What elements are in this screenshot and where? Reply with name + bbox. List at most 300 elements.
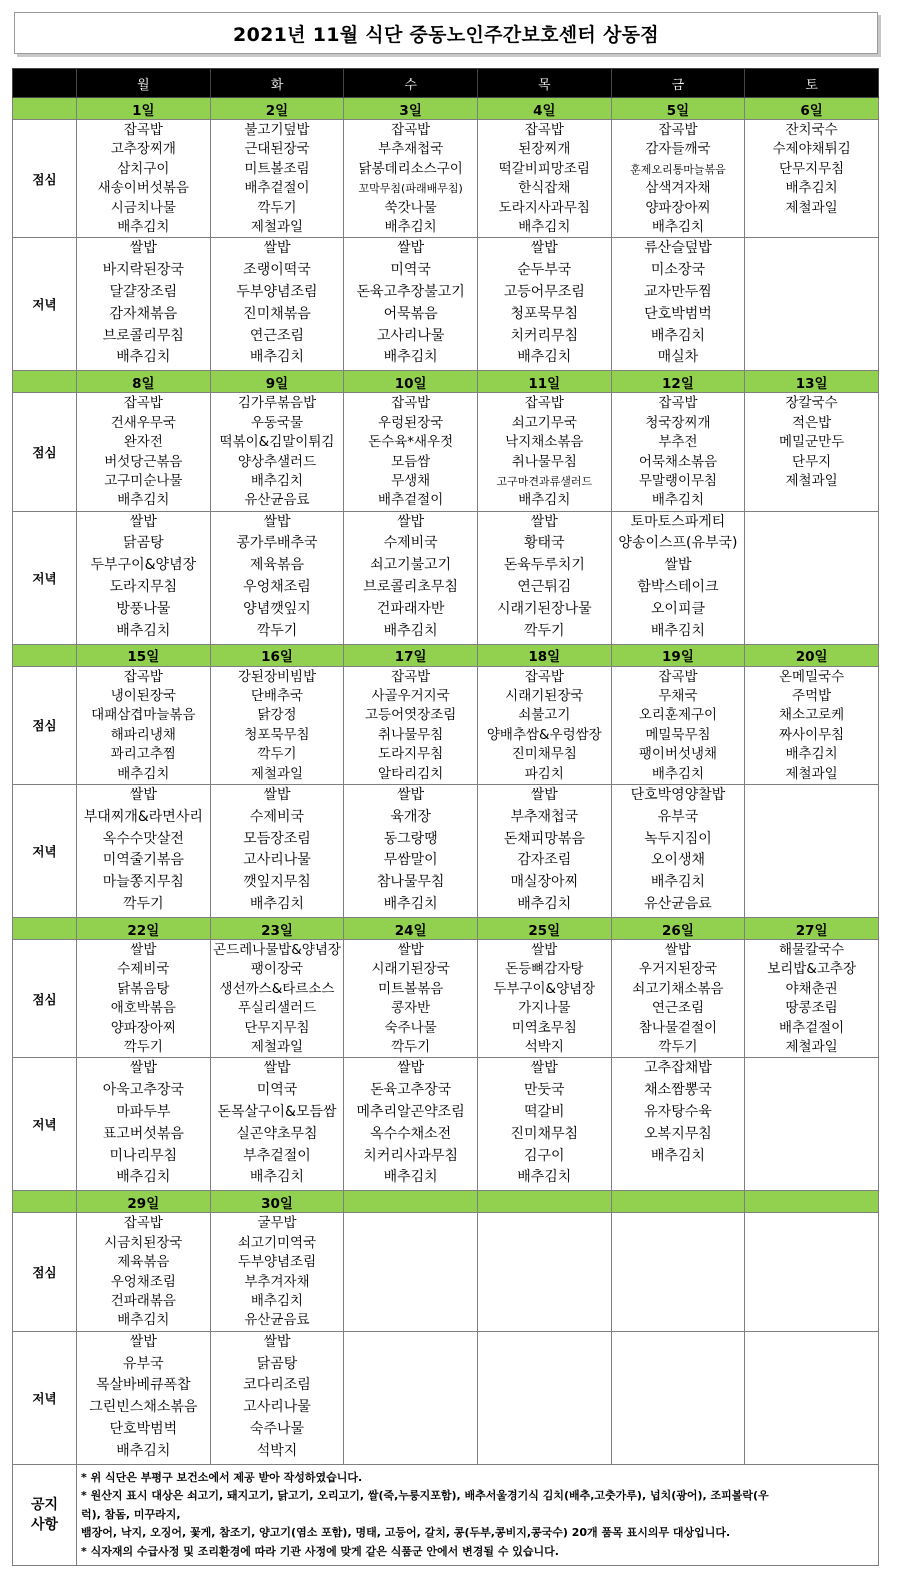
menu-item: 단호박범벅 <box>644 305 712 322</box>
lunch-label: 점심 <box>13 393 77 511</box>
menu-item: 유부국 <box>123 1355 164 1372</box>
date-row <box>13 644 879 666</box>
lunch-row <box>13 393 879 511</box>
lunch-cell <box>611 120 745 238</box>
menu-item: 오복지무침 <box>644 1125 712 1142</box>
lunch-cell <box>344 666 478 784</box>
lunch-cell <box>477 1213 611 1331</box>
date-row-blank <box>13 371 77 393</box>
dinner-cell <box>745 785 879 918</box>
lunch-cell <box>745 940 879 1058</box>
menu-item: 고구미순나물 <box>104 472 183 489</box>
menu-item: 깍두기 <box>257 746 297 763</box>
menu-item: 알타리김치 <box>378 765 444 782</box>
menu-item: 제철과일 <box>785 1038 838 1055</box>
menu-item: 배추김치 <box>383 1169 438 1186</box>
menu-item: 쌀밥 <box>129 1060 157 1077</box>
menu-item: 숙주나물 <box>249 1420 305 1437</box>
weekday-header: 수 <box>344 69 478 98</box>
weekday-header: 월 <box>77 69 211 98</box>
menu-item: 땅콩조림 <box>785 1000 838 1017</box>
menu-item: 깍두기 <box>123 896 164 913</box>
menu-item: 미나리무침 <box>109 1147 178 1164</box>
menu-item: 꼬막무침(파래배무침) <box>358 182 463 196</box>
menu-item: 수제비국 <box>383 535 438 552</box>
lunch-cell <box>210 393 344 511</box>
menu-item: 장칼국수 <box>785 395 838 412</box>
menu-item: 도라지무침 <box>109 579 178 596</box>
menu-item: 돈채피망볶음 <box>503 830 585 847</box>
menu-item: 달걀장조림 <box>109 283 178 300</box>
menu-item: 배추김치 <box>383 896 438 913</box>
menu-item: 잡곡밥 <box>123 395 163 412</box>
lunch-cell <box>77 666 211 784</box>
dinner-label: 저녁 <box>13 785 77 918</box>
menu-item: 두부양념조림 <box>236 283 318 300</box>
lunch-cell <box>477 393 611 511</box>
menu-item: 오이피클 <box>650 600 705 617</box>
menu-item: 김가루볶음밥 <box>237 395 317 412</box>
date-cell: 20일 <box>745 644 879 666</box>
menu-item: 부추전 <box>658 434 698 451</box>
menu-item: 콩자반 <box>391 1000 431 1017</box>
menu-item: 배추김치 <box>117 765 170 782</box>
notice-line: 럭), 참돔, 미꾸라지, <box>81 1507 181 1521</box>
dinner-row <box>13 785 879 918</box>
date-cell: 22일 <box>77 918 211 940</box>
menu-item: 쌀밥 <box>263 787 291 804</box>
menu-item: 낙지채소볶음 <box>505 434 584 451</box>
dinner-cell <box>210 1331 344 1464</box>
menu-item: 옥수수채소전 <box>370 1125 452 1142</box>
menu-item: 마파두부 <box>116 1103 171 1120</box>
date-cell: 16일 <box>210 644 344 666</box>
menu-item: 취나물무침 <box>378 726 444 743</box>
menu-item: 닭봉데리소스구이 <box>358 160 463 177</box>
menu-item: 감자조림 <box>517 852 572 869</box>
menu-item: 표고버섯볶음 <box>102 1125 184 1142</box>
menu-item: 깍두기 <box>257 199 297 216</box>
weekday-header: 금 <box>611 69 745 98</box>
menu-item: 배추김치 <box>117 492 170 509</box>
menu-item: 제육볶음 <box>117 1254 170 1271</box>
menu-item: 건파래볶음 <box>110 1292 176 1309</box>
menu-item: 콩가루배추국 <box>236 535 318 552</box>
menu-item: 제철과일 <box>785 199 838 216</box>
menu-item: 미역국 <box>390 262 431 279</box>
menu-item: 배추김치 <box>384 218 437 235</box>
menu-item: 제철과일 <box>250 218 304 235</box>
menu-item: 고등어무조림 <box>503 283 585 300</box>
date-cell: 3일 <box>344 98 478 120</box>
menu-item: 매실차 <box>657 349 699 366</box>
lunch-cell <box>611 666 745 784</box>
menu-item: 연근조림 <box>651 1000 705 1017</box>
date-cell: 5일 <box>611 98 745 120</box>
menu-item: 석박지 <box>256 1442 298 1459</box>
dinner-cell <box>210 1058 344 1191</box>
menu-item: 미역국 <box>256 1082 298 1099</box>
date-cell: 17일 <box>344 644 478 666</box>
menu-item: 녹두지짐이 <box>644 830 712 847</box>
dinner-cell <box>477 511 611 644</box>
menu-item: 미트볼볶음 <box>378 980 444 997</box>
menu-item: 양상추샐러드 <box>237 453 317 470</box>
menu-item: 유부국 <box>657 808 699 825</box>
menu-item: 잡곡밥 <box>524 668 564 685</box>
dinner-label: 저녁 <box>13 1331 77 1464</box>
menu-item: 연근튀김 <box>517 579 572 596</box>
dinner-cell <box>344 238 478 371</box>
menu-item: 쌀밥 <box>397 240 425 257</box>
menu-item: 잔치국수 <box>785 122 838 138</box>
dinner-cell <box>344 1058 478 1191</box>
date-row-blank <box>13 1191 77 1213</box>
menu-item: 잡곡밥 <box>524 395 564 412</box>
menu-item: 부추재첩국 <box>510 808 579 825</box>
menu-item: 류산슬덮밥 <box>644 240 712 257</box>
menu-item: 곤드레나물밥&양념장 <box>213 942 341 959</box>
menu-item: 보리밥&고추장 <box>767 961 856 978</box>
menu-item: 미역초무침 <box>511 1019 577 1036</box>
menu-item: 쌀밥 <box>129 787 157 804</box>
lunch-cell <box>344 940 478 1058</box>
menu-item: 모듬쌈 <box>391 453 431 470</box>
lunch-label: 점심 <box>13 940 77 1058</box>
menu-item: 배추김치 <box>116 622 171 639</box>
lunch-cell <box>77 1213 211 1331</box>
menu-item: 시금치나물 <box>110 199 176 216</box>
lunch-cell <box>77 120 211 238</box>
menu-item: 우엉채조림 <box>243 579 311 596</box>
menu-item: 오리훈제구이 <box>638 707 718 724</box>
menu-item: 떡갈비피망조림 <box>498 160 590 177</box>
menu-item: 배추김치 <box>117 1312 170 1329</box>
menu-item: 배추김치 <box>651 492 705 509</box>
menu-item: 제철과일 <box>250 1038 304 1055</box>
weekday-header: 토 <box>745 69 879 98</box>
menu-item: 참나물겉절이 <box>638 1019 718 1036</box>
menu-item: 돈육두루치기 <box>503 557 585 574</box>
menu-item: 쌀밥 <box>530 787 558 804</box>
menu-item: 석박지 <box>524 1038 564 1055</box>
page-title: 2021년 11월 식단 중동노인주간보호센터 상동점 <box>14 12 878 54</box>
menu-item: 깍두기 <box>391 1038 431 1055</box>
dinner-row <box>13 238 879 371</box>
menu-item: 잡곡밥 <box>123 668 163 685</box>
menu-item: 김구이 <box>524 1147 565 1164</box>
date-cell <box>745 1191 879 1213</box>
menu-item: 근대된장국 <box>244 141 310 158</box>
menu-item: 무말랭이무침 <box>638 472 718 489</box>
lunch-row <box>13 120 879 238</box>
dinner-cell <box>745 1331 879 1464</box>
menu-item: 닭곰탕 <box>256 1355 298 1372</box>
menu-item: 제철과일 <box>250 765 304 782</box>
menu-item: 토마토스파게티 <box>630 513 726 530</box>
date-cell: 15일 <box>77 644 211 666</box>
menu-item: 쌀밥 <box>129 240 157 257</box>
menu-item: 배추김치 <box>650 622 705 639</box>
menu-item: 두부구이&양념장 <box>493 980 596 997</box>
lunch-cell <box>477 120 611 238</box>
menu-item: 취나물무침 <box>511 453 577 470</box>
menu-item: 미소장국 <box>650 262 705 279</box>
menu-item: 제철과일 <box>785 765 838 782</box>
menu-item: 단무지무침 <box>779 160 845 177</box>
menu-item: 잡곡밥 <box>391 395 431 412</box>
menu-item: 쌀밥 <box>263 513 291 530</box>
date-cell: 6일 <box>745 98 879 120</box>
menu-item: 순두부국 <box>517 262 572 279</box>
menu-item: 청포묵무침 <box>510 305 579 322</box>
date-row-blank <box>13 644 77 666</box>
menu-item: 건새우무국 <box>110 414 176 431</box>
menu-item: 단호박범벅 <box>109 1420 178 1437</box>
menu-item: 두부양념조림 <box>237 1254 317 1271</box>
date-row <box>13 371 879 393</box>
lunch-cell <box>344 1213 478 1331</box>
date-row <box>13 98 879 120</box>
menu-item: 치커리사과무침 <box>363 1147 458 1164</box>
lunch-cell <box>477 666 611 784</box>
lunch-cell <box>477 940 611 1058</box>
menu-item: 버섯당근볶음 <box>104 453 183 470</box>
lunch-row <box>13 1213 879 1331</box>
menu-item: 쌀밥 <box>263 1333 291 1350</box>
menu-item: 고사리나물 <box>376 327 445 344</box>
dinner-cell <box>210 785 344 918</box>
menu-item: 만둣국 <box>524 1082 565 1099</box>
dinner-cell <box>611 785 745 918</box>
notice-line: * 위 식단은 부평구 보건소에서 제공 받아 작성하였습니다. <box>81 1470 363 1484</box>
menu-item: 배추김치 <box>116 349 171 366</box>
menu-item: 쌀밥 <box>263 1060 291 1077</box>
lunch-cell <box>745 666 879 784</box>
date-cell: 18일 <box>477 644 611 666</box>
menu-item: 쌀밥 <box>263 240 291 257</box>
menu-item: 쌀밥 <box>664 557 692 574</box>
menu-item: 잡곡밥 <box>658 668 698 685</box>
date-row-blank <box>13 98 77 120</box>
menu-item: 연근조림 <box>249 327 305 344</box>
lunch-cell <box>77 940 211 1058</box>
menu-item: 방풍나물 <box>116 600 171 617</box>
weekday-header-row <box>13 69 879 98</box>
date-cell: 25일 <box>477 918 611 940</box>
lunch-label: 점심 <box>13 666 77 784</box>
menu-item: 양파장아찌 <box>645 199 711 216</box>
menu-item: 팽이장국 <box>250 961 304 978</box>
menu-item: 우동국물 <box>250 414 304 431</box>
lunch-cell <box>210 940 344 1058</box>
dinner-cell <box>77 511 211 644</box>
menu-item: 육개장 <box>390 808 431 825</box>
menu-item: 배추김치 <box>116 1442 171 1459</box>
menu-item: 닭강정 <box>257 707 297 724</box>
menu-item: 깍두기 <box>524 622 565 639</box>
menu-item: 배추김치 <box>116 1169 171 1186</box>
menu-item: 쌀밥 <box>397 1060 425 1077</box>
menu-item: 한식잡채 <box>518 180 571 197</box>
menu-item: 쌀밥 <box>397 513 425 530</box>
menu-item: 배추김치 <box>650 327 705 344</box>
menu-item: 배추김치 <box>785 180 838 197</box>
menu-item: 배추김치 <box>250 1292 304 1309</box>
date-cell: 29일 <box>77 1191 211 1213</box>
menu-item: 야채춘권 <box>785 980 838 997</box>
menu-item: 돈육고추장국 <box>370 1082 452 1099</box>
menu-item: 고사리나물 <box>243 1399 311 1416</box>
dinner-cell <box>745 1058 879 1191</box>
dinner-cell <box>477 1058 611 1191</box>
menu-item: 시금치된장국 <box>104 1234 183 1251</box>
notice-line: 뱀장어, 낙지, 오징어, 꽃게, 참조기, 양고기(염소 포함), 명태, 고등어, 갈치, 콩(두부,콩비지,콩국수) 20개 품목 표시의무 대상입니다. <box>81 1526 731 1540</box>
menu-item: 어묵채소볶음 <box>638 453 718 470</box>
menu-item: 팽이버섯냉채 <box>638 746 718 763</box>
menu-item: 파김치 <box>524 765 564 782</box>
notice-line: * 원산지 표시 대상은 쇠고기, 돼지고기, 닭고기, 오리고기, 쌀(죽,누룽지포함), 배추서울경기식 김치(배추,고춧가루), 넙치(광어), 조피볼락(우 <box>81 1489 769 1503</box>
menu-item: 깍두기 <box>256 622 298 639</box>
lunch-cell <box>210 666 344 784</box>
menu-item: 청포묵무침 <box>244 726 310 743</box>
menu-item: 교자만두찜 <box>644 283 712 300</box>
menu-item: 치커리무침 <box>510 327 579 344</box>
menu-item: 우거지된장국 <box>638 961 718 978</box>
menu-item: 브로콜리초무침 <box>363 579 458 596</box>
menu-item: 돈육고추장불고기 <box>356 283 465 300</box>
lunch-label: 점심 <box>13 1213 77 1331</box>
menu-item: 시래기된장나물 <box>496 600 592 617</box>
menu-item: 꽈리고추찜 <box>110 746 176 763</box>
menu-item: 가지나물 <box>518 1000 571 1017</box>
menu-item: 배추김치 <box>517 1169 572 1186</box>
menu-item: 청국장찌개 <box>645 414 711 431</box>
dinner-cell <box>611 1331 745 1464</box>
dinner-cell <box>210 511 344 644</box>
menu-item: 굴무밥 <box>257 1215 297 1232</box>
menu-item: 쌀밥 <box>530 1060 558 1077</box>
menu-item: 닭곰탕 <box>123 535 164 552</box>
menu-item: 쇠고기무국 <box>511 414 577 431</box>
menu-item: 짜사이무침 <box>779 726 845 743</box>
menu-item: 유산균음료 <box>644 896 712 913</box>
menu-item: 단호박영양찰밥 <box>630 787 726 804</box>
dinner-label: 저녁 <box>13 238 77 371</box>
menu-item: 고추장찌개 <box>110 141 176 158</box>
dinner-label: 저녁 <box>13 1058 77 1191</box>
menu-item: 수제야채튀김 <box>772 141 851 158</box>
menu-item: 고추잡채밥 <box>644 1060 712 1077</box>
menu-item: 모듬장조림 <box>243 830 311 847</box>
dinner-cell <box>745 238 879 371</box>
menu-item: 쌀밥 <box>530 513 558 530</box>
lunch-row <box>13 666 879 784</box>
menu-item: 배추김치 <box>249 1169 305 1186</box>
menu-item: 어묵볶음 <box>383 305 438 322</box>
lunch-cell <box>344 120 478 238</box>
menu-item: 바지락된장국 <box>102 262 184 279</box>
menu-item: 쌀밥 <box>531 942 558 959</box>
dinner-cell <box>611 1058 745 1191</box>
menu-item: 완자전 <box>123 434 163 451</box>
menu-item: 우렁된장국 <box>378 414 444 431</box>
menu-item: 잡곡밥 <box>123 1215 163 1232</box>
menu-item: 숙주나물 <box>384 1019 437 1036</box>
menu-item: 감자들깨국 <box>645 141 711 158</box>
menu-item: 고사리나물 <box>243 852 311 869</box>
date-cell: 8일 <box>77 371 211 393</box>
date-cell: 24일 <box>344 918 478 940</box>
menu-item: 미트볼조림 <box>244 160 310 177</box>
lunch-cell <box>611 393 745 511</box>
dinner-cell <box>477 1331 611 1464</box>
dinner-cell <box>745 511 879 644</box>
menu-item: 애호박볶음 <box>110 1000 176 1017</box>
menu-item: 진미채무침 <box>510 1125 579 1142</box>
dinner-cell <box>77 1058 211 1191</box>
menu-item: 적은밥 <box>792 414 832 431</box>
date-cell: 19일 <box>611 644 745 666</box>
menu-item: 진미채무침 <box>511 746 577 763</box>
menu-item: 쇠고기미역국 <box>237 1234 317 1251</box>
menu-item: 쌀밥 <box>397 787 425 804</box>
menu-item: 그린빈스채소볶음 <box>89 1399 198 1416</box>
menu-item: 건파래자반 <box>376 600 445 617</box>
menu-item: 채소짬뽕국 <box>644 1082 712 1099</box>
date-cell: 27일 <box>745 918 879 940</box>
date-cell: 12일 <box>611 371 745 393</box>
menu-item: 삼치구이 <box>117 160 170 177</box>
menu-item: 배추김치 <box>249 896 305 913</box>
menu-item: 조랭이떡국 <box>243 262 311 279</box>
menu-item: 아욱고추장국 <box>102 1082 184 1099</box>
notice-cell <box>77 1464 879 1566</box>
lunch-cell <box>77 393 211 511</box>
menu-item: 고구마견과류샐러드 <box>496 474 593 488</box>
date-cell <box>611 1191 745 1213</box>
menu-item: 양배추쌈&우렁쌈장 <box>486 726 602 743</box>
date-cell <box>344 1191 478 1213</box>
dinner-cell <box>77 785 211 918</box>
date-row-blank <box>13 918 77 940</box>
menu-item: 배추김치 <box>383 349 438 366</box>
menu-item: 브로콜리무침 <box>102 327 184 344</box>
menu-item: 삼색겨자채 <box>645 180 711 197</box>
menu-item: 마늘쫑지무침 <box>102 874 184 891</box>
menu-item: 쌀밥 <box>129 513 157 530</box>
menu-item: 해파리냉채 <box>110 726 176 743</box>
menu-item: 진미채볶음 <box>243 305 311 322</box>
menu-item: 해물칼국수 <box>779 942 845 959</box>
menu-item: 배추김치 <box>518 492 571 509</box>
date-row <box>13 918 879 940</box>
menu-item: 실곤약초무침 <box>236 1125 318 1142</box>
menu-item: 유자탕수육 <box>644 1103 712 1120</box>
menu-item: 우엉채조림 <box>110 1273 176 1290</box>
menu-item: 쌀밥 <box>397 942 424 959</box>
menu-item: 오이생채 <box>650 852 705 869</box>
menu-item: 배추김치 <box>650 874 705 891</box>
menu-item: 메추리알곤약조림 <box>356 1103 465 1120</box>
menu-item: 떡갈비 <box>524 1103 565 1120</box>
lunch-cell <box>745 1213 879 1331</box>
dinner-label: 저녁 <box>13 511 77 644</box>
menu-item: 감자채볶음 <box>109 305 178 322</box>
notice-row <box>13 1464 879 1566</box>
menu-item: 시래기된장국 <box>505 688 584 705</box>
menu-item: 돈등뼈감자탕 <box>505 961 584 978</box>
